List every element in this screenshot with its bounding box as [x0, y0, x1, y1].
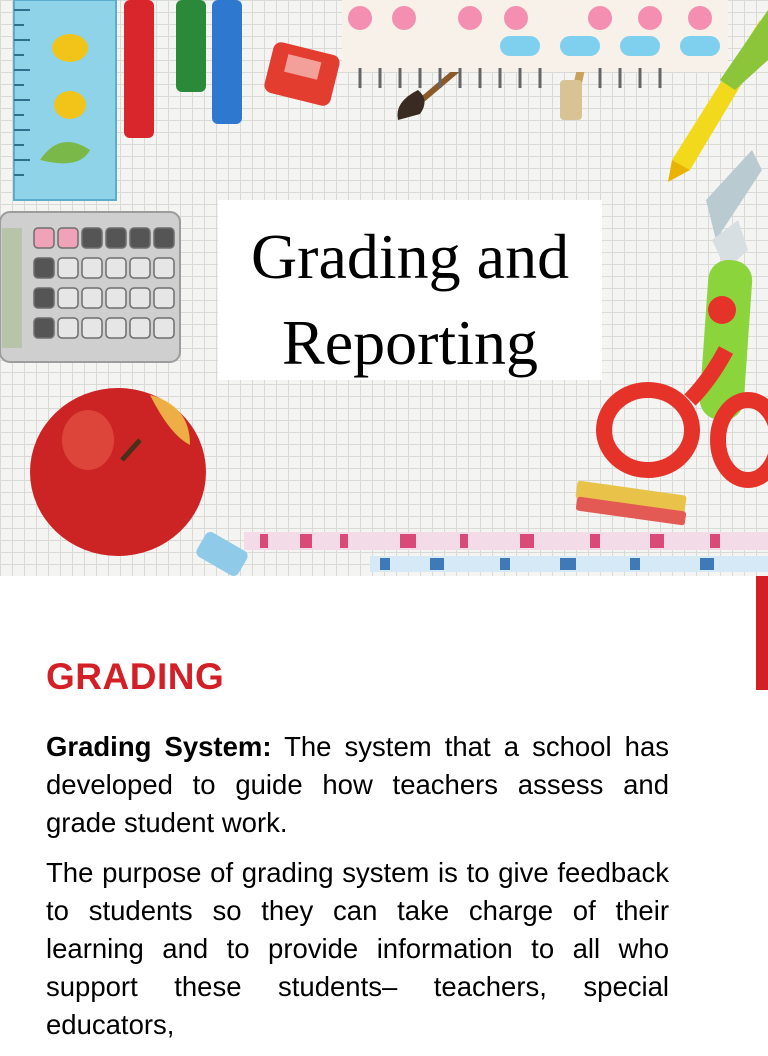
ruler-icon: [14, 0, 116, 200]
calculator-icon: [0, 212, 180, 362]
pencils-icon: [244, 532, 768, 572]
title-line-1: Grading and: [250, 221, 570, 292]
definition-paragraph: [46, 728, 669, 842]
chalk-icon: [575, 480, 686, 525]
slide-body: [46, 728, 669, 1056]
marker-icon: [124, 0, 242, 138]
definition-term: Grading System:: [46, 731, 272, 762]
slide-title: [218, 214, 602, 386]
eraser-icon: [194, 530, 250, 576]
title-line-2: Reporting: [282, 307, 538, 378]
sharpener-icon: [263, 41, 342, 108]
title-box: [218, 200, 602, 380]
section-heading: GRADING: [46, 656, 225, 697]
grading-slide: [0, 576, 768, 1040]
apple-icon: [30, 388, 206, 556]
definition-text: The system that a school has developed to guide how teachers assess and grade student work.: [46, 731, 669, 838]
scissors-icon: [604, 150, 768, 480]
accent-bar: [756, 576, 768, 690]
purpose-paragraph: The purpose of grading system is to give feedback to students so they can take charge of their learning and to provide information to all who support these students– teachers, special educators,: [46, 857, 669, 1040]
patterned-paper-icon: [342, 0, 728, 88]
